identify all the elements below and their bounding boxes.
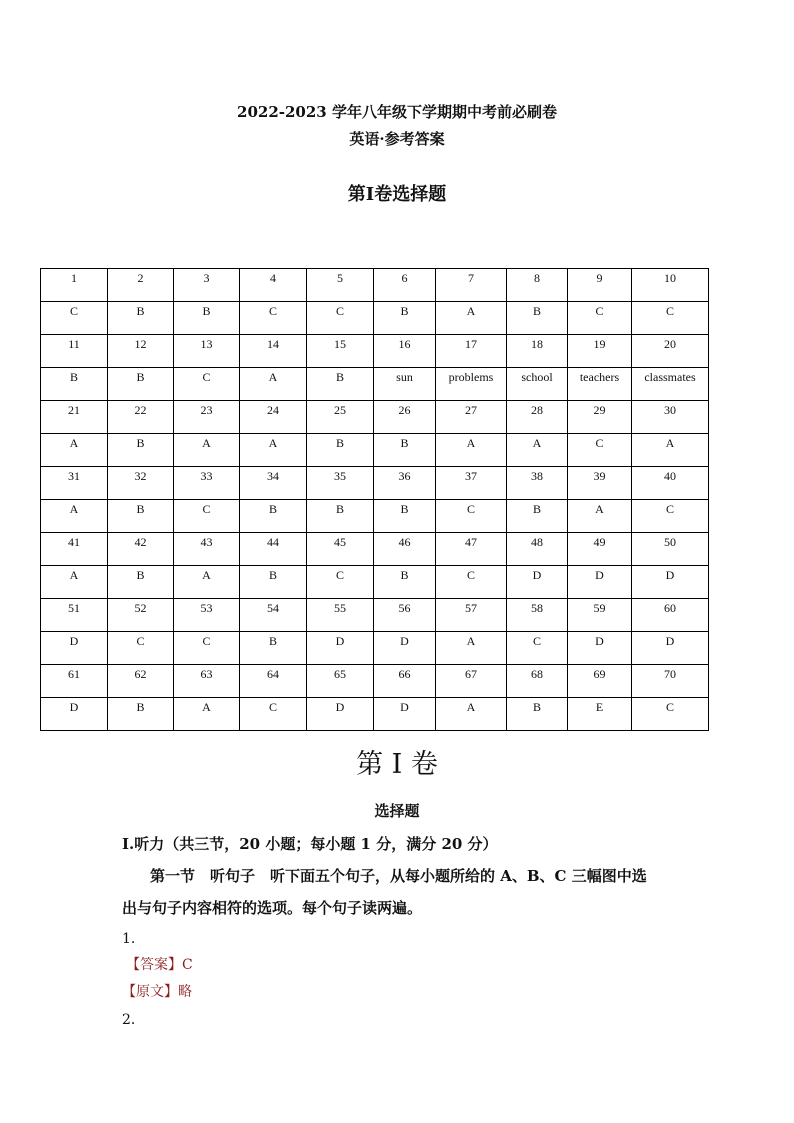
question-number-cell: 28	[507, 401, 568, 434]
question-number-cell: 70	[632, 665, 709, 698]
answer-cell: B	[307, 434, 374, 467]
answer-cell: A	[240, 368, 307, 401]
question-number-cell: 64	[240, 665, 307, 698]
question-number-cell: 1	[41, 269, 108, 302]
question-number-cell: 48	[507, 533, 568, 566]
question-number-cell: 27	[436, 401, 507, 434]
answer-cell: A	[436, 302, 507, 335]
question-number-cell: 17	[436, 335, 507, 368]
answer-cell: D	[507, 566, 568, 599]
document-subtitle: 英语·参考答案	[349, 130, 445, 148]
question-number-row	[41, 665, 709, 698]
answer-cell: C	[507, 632, 568, 665]
answer-cell: D	[568, 632, 632, 665]
question-number-cell: 32	[108, 467, 174, 500]
answer-cell: A	[436, 698, 507, 731]
answer-cell: B	[41, 368, 108, 401]
question-number-cell: 15	[307, 335, 374, 368]
answer-cell: B	[307, 368, 374, 401]
question-number-cell: 40	[632, 467, 709, 500]
section-title: 第 I 卷	[356, 749, 438, 780]
question-1-number: 1．	[122, 931, 145, 947]
answer-cell: classmates	[632, 368, 709, 401]
question-number-cell: 11	[41, 335, 108, 368]
answer-cell: D	[307, 632, 374, 665]
question-number-cell: 2	[108, 269, 174, 302]
answer-cell: D	[632, 632, 709, 665]
question-number-cell: 65	[307, 665, 374, 698]
answer-cell: D	[307, 698, 374, 731]
question-number-cell: 38	[507, 467, 568, 500]
answer-cell: school	[507, 368, 568, 401]
answer-cell: C	[108, 632, 174, 665]
question-number-cell: 23	[174, 401, 240, 434]
question-number-cell: 14	[240, 335, 307, 368]
answer-table	[40, 268, 709, 731]
section-subtitle: 选择题	[374, 802, 420, 820]
question-number-cell: 52	[108, 599, 174, 632]
question-1-answer: 【答案】C	[126, 957, 193, 973]
question-number-row	[41, 401, 709, 434]
answer-cell: A	[436, 632, 507, 665]
answer-row	[41, 698, 709, 731]
answer-cell: D	[374, 698, 436, 731]
question-number-cell: 61	[41, 665, 108, 698]
answer-cell: problems	[436, 368, 507, 401]
answer-cell: B	[374, 434, 436, 467]
answer-row	[41, 302, 709, 335]
answer-cell: C	[307, 566, 374, 599]
question-number-cell: 29	[568, 401, 632, 434]
question-number-cell: 58	[507, 599, 568, 632]
answer-cell: B	[108, 368, 174, 401]
question-number-cell: 67	[436, 665, 507, 698]
document-title: 2022-2023 学年八年级下学期期中考前必刷卷	[237, 103, 557, 121]
question-number-cell: 41	[41, 533, 108, 566]
question-number-cell: 16	[374, 335, 436, 368]
answer-table-body	[41, 269, 709, 731]
question-number-cell: 63	[174, 665, 240, 698]
question-number-cell: 8	[507, 269, 568, 302]
question-number-cell: 34	[240, 467, 307, 500]
answer-cell: D	[632, 566, 709, 599]
answer-cell: D	[41, 698, 108, 731]
question-2-number: 2．	[122, 1012, 145, 1028]
answer-cell: C	[174, 368, 240, 401]
question-number-cell: 39	[568, 467, 632, 500]
answer-cell: A	[41, 500, 108, 533]
answer-cell: C	[632, 500, 709, 533]
question-number-cell: 30	[632, 401, 709, 434]
answer-cell: A	[436, 434, 507, 467]
question-number-cell: 56	[374, 599, 436, 632]
answer-cell: A	[240, 434, 307, 467]
answer-cell: B	[240, 632, 307, 665]
listening-heading: Ⅰ.听力（共三节，20 小题；每小题 1 分，满分 20 分）	[122, 835, 498, 853]
answer-cell: A	[41, 566, 108, 599]
question-number-cell: 3	[174, 269, 240, 302]
answer-cell: B	[507, 302, 568, 335]
answer-cell: teachers	[568, 368, 632, 401]
question-number-cell: 47	[436, 533, 507, 566]
answer-cell: A	[174, 698, 240, 731]
question-number-row	[41, 269, 709, 302]
question-number-cell: 25	[307, 401, 374, 434]
question-number-cell: 33	[174, 467, 240, 500]
question-number-cell: 60	[632, 599, 709, 632]
question-number-row	[41, 599, 709, 632]
answer-row	[41, 500, 709, 533]
question-number-row	[41, 467, 709, 500]
section1-instruction-line1: 第一节 听句子 听下面五个句子，从每小题所给的 A、B、C 三幅图中选	[150, 867, 647, 885]
question-number-cell: 18	[507, 335, 568, 368]
question-number-cell: 24	[240, 401, 307, 434]
answer-cell: B	[108, 434, 174, 467]
answer-cell: D	[568, 566, 632, 599]
question-number-row	[41, 335, 709, 368]
answer-cell: C	[41, 302, 108, 335]
answer-cell: C	[174, 632, 240, 665]
answer-cell: A	[174, 434, 240, 467]
question-number-cell: 59	[568, 599, 632, 632]
question-number-cell: 20	[632, 335, 709, 368]
question-number-cell: 55	[307, 599, 374, 632]
question-number-cell: 21	[41, 401, 108, 434]
answer-cell: C	[436, 500, 507, 533]
answer-cell: B	[174, 302, 240, 335]
answer-cell: C	[632, 698, 709, 731]
answer-cell: B	[307, 500, 374, 533]
answer-cell: C	[174, 500, 240, 533]
question-number-cell: 22	[108, 401, 174, 434]
answer-row	[41, 434, 709, 467]
question-number-cell: 50	[632, 533, 709, 566]
answer-cell: B	[108, 698, 174, 731]
question-number-cell: 53	[174, 599, 240, 632]
answer-row	[41, 368, 709, 401]
question-number-cell: 7	[436, 269, 507, 302]
answer-cell: sun	[374, 368, 436, 401]
answer-cell: C	[632, 302, 709, 335]
answer-cell: A	[41, 434, 108, 467]
answer-cell: B	[108, 500, 174, 533]
question-number-cell: 49	[568, 533, 632, 566]
question-number-cell: 31	[41, 467, 108, 500]
question-number-cell: 9	[568, 269, 632, 302]
part-title: 第Ⅰ卷选择题	[347, 184, 447, 205]
question-number-cell: 10	[632, 269, 709, 302]
answer-cell: C	[436, 566, 507, 599]
question-1-original: 【原文】略	[122, 984, 192, 1000]
answer-cell: B	[240, 500, 307, 533]
answer-cell: B	[108, 302, 174, 335]
answer-row	[41, 566, 709, 599]
answer-row	[41, 632, 709, 665]
question-number-cell: 51	[41, 599, 108, 632]
answer-cell: A	[568, 500, 632, 533]
answer-cell: A	[507, 434, 568, 467]
question-number-cell: 68	[507, 665, 568, 698]
answer-cell: B	[240, 566, 307, 599]
question-number-cell: 26	[374, 401, 436, 434]
answer-cell: C	[307, 302, 374, 335]
answer-cell: E	[568, 698, 632, 731]
question-number-cell: 66	[374, 665, 436, 698]
answer-cell: C	[240, 698, 307, 731]
answer-cell: C	[240, 302, 307, 335]
answer-cell: A	[174, 566, 240, 599]
question-number-row	[41, 533, 709, 566]
question-number-cell: 57	[436, 599, 507, 632]
question-number-cell: 6	[374, 269, 436, 302]
question-number-cell: 45	[307, 533, 374, 566]
answer-cell: B	[108, 566, 174, 599]
question-number-cell: 19	[568, 335, 632, 368]
answer-cell: A	[632, 434, 709, 467]
question-number-cell: 46	[374, 533, 436, 566]
question-number-cell: 69	[568, 665, 632, 698]
answer-cell: B	[374, 566, 436, 599]
question-number-cell: 12	[108, 335, 174, 368]
question-number-cell: 62	[108, 665, 174, 698]
question-number-cell: 35	[307, 467, 374, 500]
question-number-cell: 13	[174, 335, 240, 368]
answer-cell: B	[374, 500, 436, 533]
answer-cell: B	[507, 500, 568, 533]
question-number-cell: 43	[174, 533, 240, 566]
answer-cell: D	[374, 632, 436, 665]
question-number-cell: 42	[108, 533, 174, 566]
question-number-cell: 54	[240, 599, 307, 632]
answer-cell: B	[507, 698, 568, 731]
answer-cell: D	[41, 632, 108, 665]
question-number-cell: 4	[240, 269, 307, 302]
answer-cell: C	[568, 434, 632, 467]
section1-instruction-line2: 出与句子内容相符的选项。每个句子读两遍。	[122, 899, 423, 917]
answer-cell: B	[374, 302, 436, 335]
answer-cell: C	[568, 302, 632, 335]
question-number-cell: 44	[240, 533, 307, 566]
question-number-cell: 36	[374, 467, 436, 500]
question-number-cell: 37	[436, 467, 507, 500]
question-number-cell: 5	[307, 269, 374, 302]
